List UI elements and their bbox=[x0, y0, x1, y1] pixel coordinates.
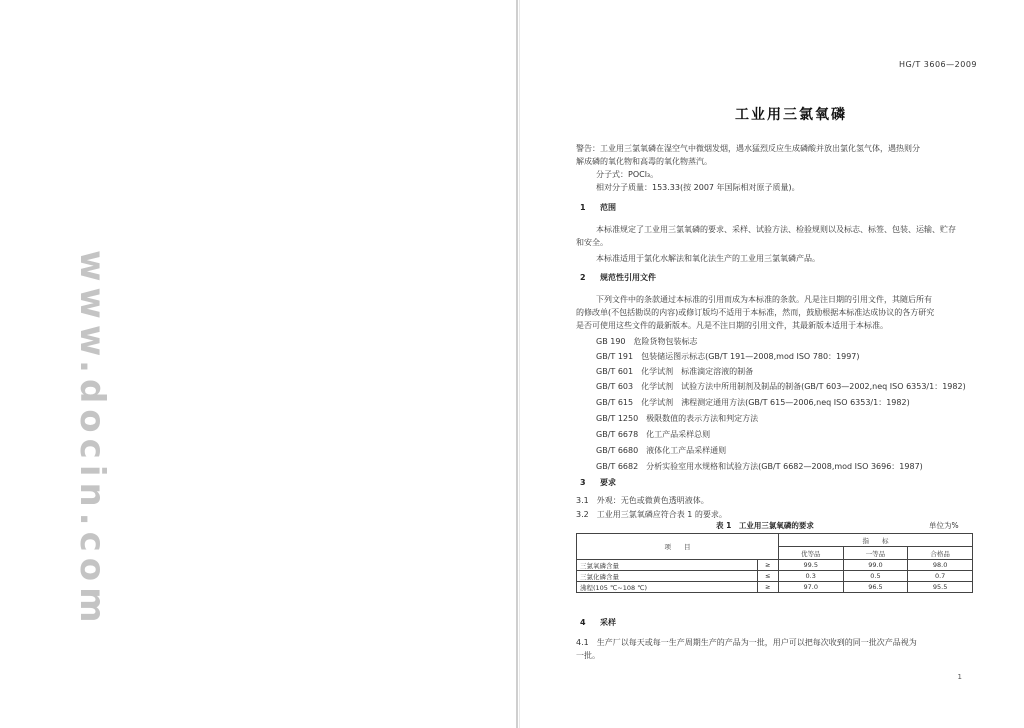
table-row bbox=[577, 571, 973, 582]
table-header-item: 项 目 bbox=[577, 534, 779, 560]
row-value: 99.5 bbox=[778, 560, 843, 571]
table-header-grade: 一等品 bbox=[843, 547, 908, 560]
right-page bbox=[520, 0, 1024, 728]
section-4-heading: 4 采样 bbox=[580, 618, 616, 627]
table-row bbox=[577, 560, 973, 571]
ref-item: GB/T 6682 分析实验室用水规格和试验方法(GB/T 6682—2008,mod ISO 3696：1987) bbox=[596, 462, 923, 471]
ref-item: GB/T 6680 液体化工产品采样通则 bbox=[596, 446, 727, 455]
warning-line-2: 解成磷的氧化物和高毒的氧化物蒸汽。 bbox=[576, 157, 712, 166]
molecular-mass: 相对分子质量：153.33(按 2007 年国际相对原子质量)。 bbox=[596, 183, 800, 192]
ref-item: GB/T 603 化学试剂 试验方法中所用制剂及制品的制备(GB/T 603—2002,neq ISO 6353/1：1982) bbox=[596, 382, 966, 391]
watermark: www.docin.com bbox=[72, 250, 112, 629]
row-value: 96.5 bbox=[843, 582, 908, 593]
warning-line-1: 警告：工业用三氯氧磷在湿空气中微烟发烟，遇水猛烈反应生成磷酸并放出氯化氢气体，遇热则分 bbox=[576, 144, 920, 153]
row-item: 三氯化磷含量 bbox=[577, 571, 758, 582]
ref-item: GB/T 1250 极限数值的表示方法和判定方法 bbox=[596, 414, 759, 423]
requirement-3-2: 3.2 工业用三氯氧磷应符合表 1 的要求。 bbox=[576, 510, 727, 519]
section-2-heading: 2 规范性引用文件 bbox=[580, 273, 656, 282]
section-2-para-line-1: 下列文件中的条款通过本标准的引用而成为本标准的条款。凡是注日期的引用文件，其随后所有 bbox=[596, 295, 932, 304]
section-1-para-1-line-2: 和安全。 bbox=[576, 238, 608, 247]
section-1-heading: 1 范围 bbox=[580, 203, 616, 212]
molecular-formula: 分子式：POCl₃。 bbox=[596, 170, 659, 179]
page-number: 1 bbox=[957, 673, 962, 681]
table-header-grade: 合格品 bbox=[908, 547, 973, 560]
row-symbol: ≥ bbox=[757, 560, 778, 571]
section-1-para-1-line-1: 本标准规定了工业用三氯氧磷的要求、采样、试验方法、检验规则以及标志、标签、包装、运输、贮存 bbox=[596, 225, 956, 234]
row-symbol: ≤ bbox=[757, 571, 778, 582]
requirements-table bbox=[576, 533, 973, 593]
section-2-para-line-2: 的修改单(不包括勘误的内容)或修订版均不适用于本标准，然而，鼓励根据本标准达成协议的各方研究 bbox=[576, 308, 935, 317]
table-caption: 表 1 工业用三氯氧磷的要求 bbox=[716, 521, 814, 530]
section-1-para-2: 本标准适用于氯化水解法和氧化法生产的工业用三氯氧磷产品。 bbox=[596, 254, 820, 263]
row-symbol: ≥ bbox=[757, 582, 778, 593]
row-value: 99.0 bbox=[843, 560, 908, 571]
ref-item: GB/T 615 化学试剂 沸程测定通用方法(GB/T 615—2006,neq ISO 6353/1：1982) bbox=[596, 398, 910, 407]
ref-item: GB/T 6678 化工产品采样总则 bbox=[596, 430, 711, 439]
table-unit: 单位为% bbox=[929, 521, 959, 530]
page-spine bbox=[516, 0, 518, 728]
table-header-index: 指 标 bbox=[778, 534, 972, 547]
row-value: 98.0 bbox=[908, 560, 973, 571]
ref-item: GB/T 191 包装储运图示标志(GB/T 191—2008,mod ISO 780：1997) bbox=[596, 352, 860, 361]
standard-code: HG/T 3606—2009 bbox=[898, 60, 977, 69]
row-item: 沸程(105 ℃~108 ℃) bbox=[577, 582, 758, 593]
row-value: 0.7 bbox=[908, 571, 973, 582]
table-header-grade: 优等品 bbox=[778, 547, 843, 560]
ref-item: GB/T 601 化学试剂 标准滴定溶液的制备 bbox=[596, 367, 754, 376]
row-value: 0.3 bbox=[778, 571, 843, 582]
section-4-para-line-1: 4.1 生产厂以每天或每一生产周期生产的产品为一批，用户可以把每次收到的同一批次产品视为 bbox=[576, 638, 917, 647]
section-3-heading: 3 要求 bbox=[580, 478, 616, 487]
row-item: 三氯氧磷含量 bbox=[577, 560, 758, 571]
row-value: 97.0 bbox=[778, 582, 843, 593]
document-title: 工业用三氯氧磷 bbox=[735, 107, 847, 123]
row-value: 95.5 bbox=[908, 582, 973, 593]
section-4-para-line-2: 一批。 bbox=[576, 651, 600, 660]
table-row bbox=[577, 582, 973, 593]
requirement-3-1: 3.1 外观：无色或微黄色透明液体。 bbox=[576, 496, 709, 505]
section-2-para-line-3: 是否可使用这些文件的最新版本。凡是不注日期的引用文件，其最新版本适用于本标准。 bbox=[576, 321, 888, 330]
row-value: 0.5 bbox=[843, 571, 908, 582]
ref-item: GB 190 危险货物包装标志 bbox=[596, 337, 698, 346]
